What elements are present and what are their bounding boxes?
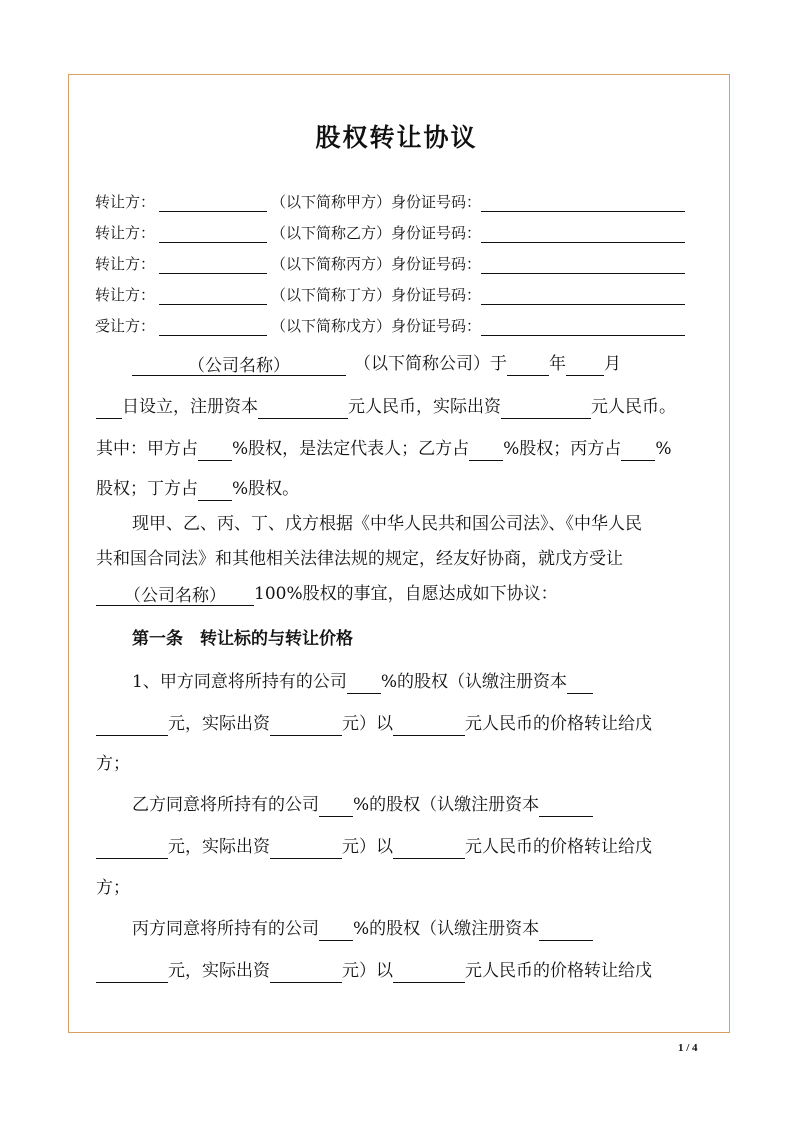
- clause-1-line-2: [96, 712, 652, 736]
- year-field[interactable]: [507, 356, 549, 376]
- id-number-field[interactable]: [481, 225, 685, 243]
- subscribed-capital-field[interactable]: [96, 963, 168, 983]
- share-field-yi[interactable]: [469, 441, 503, 461]
- id-number-field[interactable]: [481, 194, 685, 212]
- clause-text: 丙方同意将所持有的公司: [132, 919, 319, 939]
- party-row-yi: [95, 223, 685, 243]
- name-field[interactable]: [159, 194, 267, 212]
- name-field[interactable]: [159, 287, 267, 305]
- party-role: 转让方：: [95, 224, 156, 242]
- intro-text: %股权，是法定代表人；乙方占: [232, 439, 470, 459]
- party-row-bing: [95, 254, 685, 274]
- subscribed-capital-field[interactable]: [96, 716, 168, 736]
- party-alias: （以下简称戊方）身份证号码：: [271, 317, 482, 335]
- clause-text: 元，实际出资: [168, 714, 270, 734]
- clause-text: 元人民币的价格转让给戊: [465, 837, 652, 857]
- recital-line-1: 现甲、乙、丙、丁、戊方根据《中华人民共和国公司法》、《中华人民: [132, 514, 642, 534]
- clause-1-line-3: 方；: [96, 754, 130, 774]
- party-role: 转让方：: [95, 286, 156, 304]
- year-label: 年: [549, 354, 566, 374]
- intro-text: 股权；丁方占: [96, 479, 198, 499]
- clause-2-line-3: 方；: [96, 878, 130, 898]
- page-number: 1 / 4: [678, 1042, 698, 1054]
- intro-text: 日设立，注册资本: [122, 397, 258, 417]
- clause-text: 元人民币的价格转让给戊: [465, 961, 652, 981]
- article-1-heading: 第一条 转让标的与转让价格: [132, 629, 353, 649]
- clause-3-line-2: [96, 959, 652, 983]
- intro-text: %: [655, 439, 672, 459]
- subscribed-capital-field[interactable]: [567, 674, 593, 694]
- clause-3-line-1: [132, 917, 593, 941]
- clause-text: 元，实际出资: [168, 837, 270, 857]
- id-number-field[interactable]: [481, 318, 685, 336]
- percent-field[interactable]: [347, 674, 381, 694]
- company-name-field[interactable]: （公司名称）: [96, 586, 254, 606]
- clause-text: %的股权（认缴注册资本: [353, 919, 540, 939]
- intro-line-2: [96, 395, 676, 419]
- subscribed-capital-field[interactable]: [539, 797, 593, 817]
- party-role: 转让方：: [95, 193, 156, 211]
- recital-line-3: [96, 582, 558, 606]
- paid-capital-field[interactable]: [270, 839, 342, 859]
- clause-text: %的股权（认缴注册资本: [380, 672, 567, 692]
- name-field[interactable]: [159, 225, 267, 243]
- registered-capital-field[interactable]: [258, 399, 348, 419]
- paid-capital-field[interactable]: [501, 399, 591, 419]
- paid-capital-field[interactable]: [270, 716, 342, 736]
- clause-text: 元）以: [342, 714, 393, 734]
- intro-text: 其中：甲方占: [96, 439, 198, 459]
- intro-text: %股权；丙方占: [503, 439, 622, 459]
- recital-text: 100%股权的事宜，自愿达成如下协议：: [254, 584, 558, 604]
- party-row-ding: [95, 285, 685, 305]
- clause-text: 乙方同意将所持有的公司: [132, 795, 319, 815]
- price-field[interactable]: [393, 839, 465, 859]
- name-field[interactable]: [159, 318, 267, 336]
- intro-text: 元人民币。: [591, 397, 676, 417]
- company-name-field[interactable]: （公司名称）: [132, 356, 346, 376]
- clause-2-line-2: [96, 835, 652, 859]
- clause-text: 元）以: [342, 837, 393, 857]
- party-alias: （以下简称甲方）身份证号码：: [271, 193, 482, 211]
- month-label: 月: [604, 354, 621, 374]
- subscribed-capital-field[interactable]: [96, 839, 168, 859]
- party-alias: （以下简称丁方）身份证号码：: [271, 286, 482, 304]
- intro-line-1: [132, 352, 621, 376]
- clause-text: 1、甲方同意将所持有的公司: [132, 672, 347, 692]
- party-row-jia: [95, 192, 685, 212]
- share-field-bing[interactable]: [621, 441, 655, 461]
- intro-line-3: [96, 437, 671, 461]
- party-row-wu: [95, 316, 685, 336]
- subscribed-capital-field[interactable]: [539, 921, 593, 941]
- intro-text: %股权。: [232, 479, 300, 499]
- clause-2-line-1: [132, 793, 593, 817]
- price-field[interactable]: [393, 716, 465, 736]
- clause-text: 元人民币的价格转让给戊: [465, 714, 652, 734]
- party-alias: （以下简称乙方）身份证号码：: [271, 224, 482, 242]
- document-title: 股权转让协议: [315, 123, 478, 152]
- id-number-field[interactable]: [481, 256, 685, 274]
- day-field[interactable]: [96, 399, 122, 419]
- clause-1-line-1: [132, 670, 593, 694]
- price-field[interactable]: [393, 963, 465, 983]
- intro-text: 元人民币，实际出资: [348, 397, 501, 417]
- party-role: 受让方：: [95, 317, 156, 335]
- month-field[interactable]: [566, 356, 604, 376]
- party-role: 转让方：: [95, 255, 156, 273]
- clause-text: 元）以: [342, 961, 393, 981]
- clause-text: 元，实际出资: [168, 961, 270, 981]
- clause-text: %的股权（认缴注册资本: [353, 795, 540, 815]
- share-field-ding[interactable]: [198, 481, 232, 501]
- percent-field[interactable]: [319, 797, 353, 817]
- name-field[interactable]: [159, 256, 267, 274]
- recital-line-2: 共和国合同法》和其他相关法律法规的规定，经友好协商，就戊方受让: [96, 549, 623, 569]
- share-field-jia[interactable]: [198, 441, 232, 461]
- intro-line-4: [96, 477, 299, 501]
- paid-capital-field[interactable]: [270, 963, 342, 983]
- percent-field[interactable]: [319, 921, 353, 941]
- id-number-field[interactable]: [481, 287, 685, 305]
- intro-text: （以下简称公司）于: [354, 354, 507, 374]
- party-alias: （以下简称丙方）身份证号码：: [271, 255, 482, 273]
